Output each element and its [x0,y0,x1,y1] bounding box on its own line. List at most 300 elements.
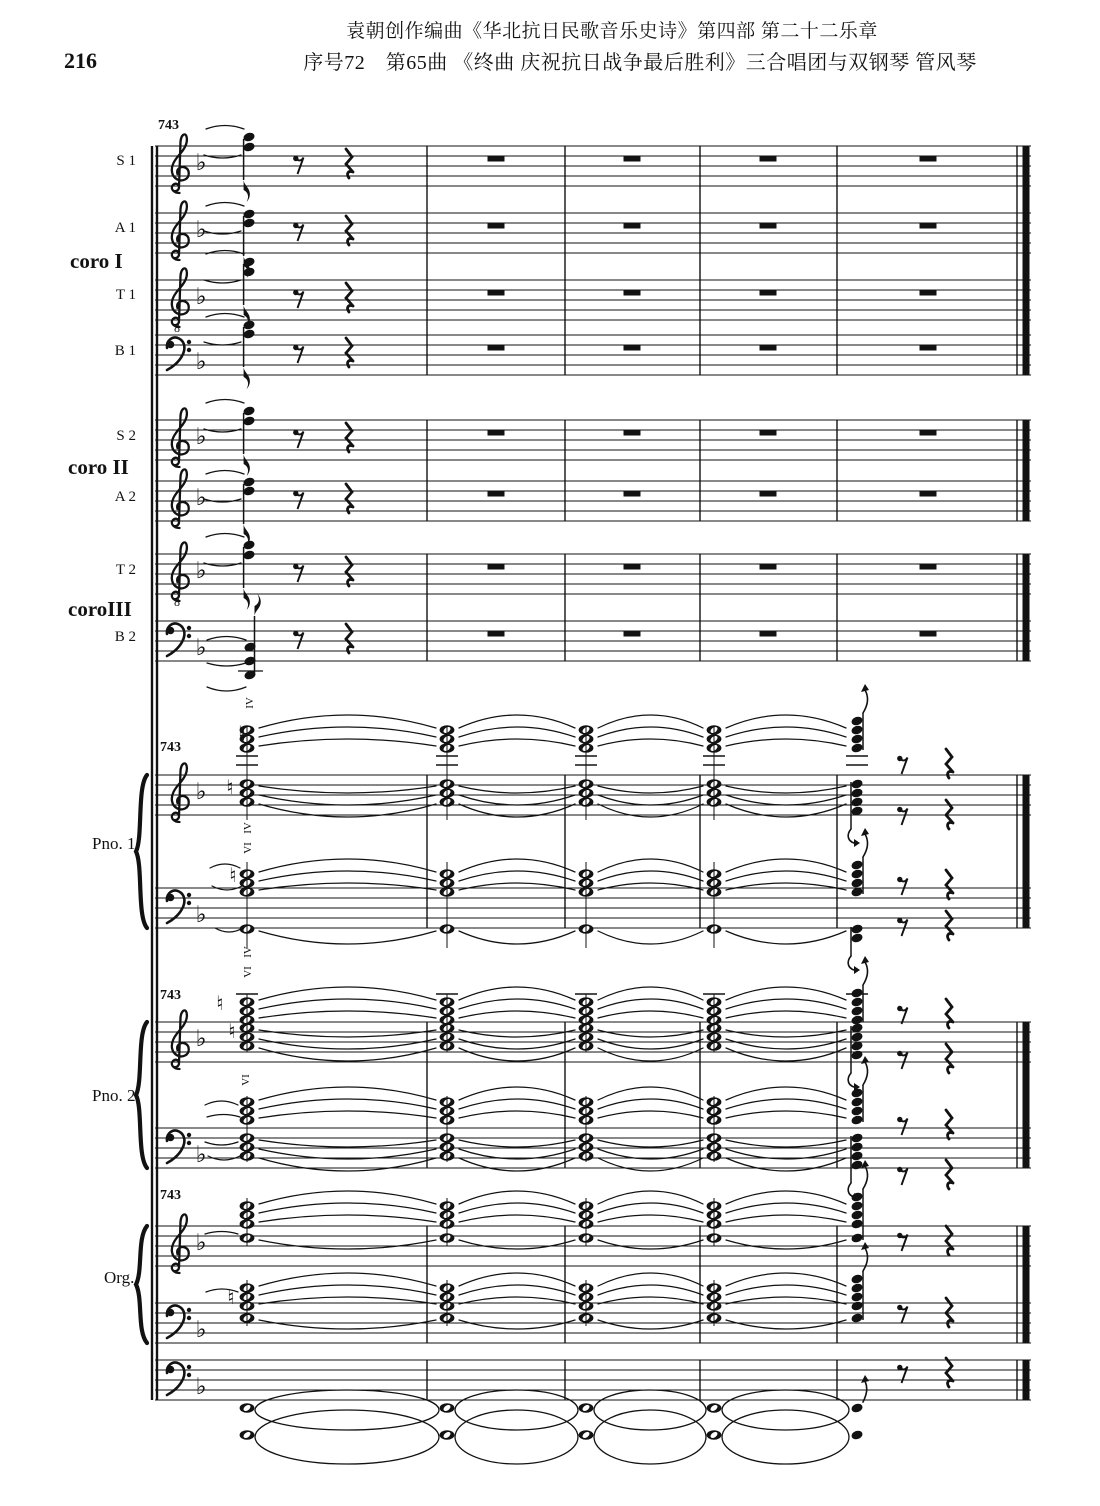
release-arrow-icon [848,829,854,843]
quarter-rest [946,749,953,778]
tie-arc [259,1273,436,1286]
tie-arc [726,987,846,1000]
whole-rest [920,156,937,162]
tie-arc [207,687,246,691]
eighth-rest [897,1117,907,1135]
natural-icon: ♮ [228,1019,236,1043]
chord-notehead [242,131,255,142]
whole-rest [760,156,777,162]
eighth-rest [293,345,303,363]
tie-arc [726,1048,846,1061]
tie-arc [459,871,575,881]
tie-arc [206,534,244,538]
final-chord-notehead [850,733,863,744]
whole-rest [760,223,777,229]
chord-notehead [242,266,255,277]
tie-arc [726,727,846,737]
natural-icon: ♮ [216,991,224,1015]
flat-icon: ♭ [195,1317,207,1343]
final-barline-thick [1023,1226,1030,1343]
brace-icon [136,775,147,928]
tie-arc [259,1111,436,1118]
final-chord-notehead [850,868,863,879]
whole-rest [488,564,505,570]
eighth-rest [897,807,907,825]
chord-notehead [242,539,255,550]
final-chord-notehead [850,1159,863,1170]
tie-arc [598,786,703,793]
release-arrow-icon [848,1073,854,1087]
treble-clef-icon [172,469,189,528]
arrowhead-icon [861,956,869,964]
whole-rest [760,564,777,570]
eighth-flag-icon [244,367,250,389]
brace-icon [136,1226,147,1343]
tie-arc [726,1011,846,1018]
eighth-flag-icon [255,594,261,616]
quarter-rest [946,999,953,1028]
octave-8-mark: 8 [174,321,180,335]
tie-arc [259,786,436,793]
whole-rest [488,290,505,296]
tie-arc [726,1215,846,1222]
tie-arc [726,1140,846,1147]
final-chord-notehead [850,1232,863,1243]
release-arrow-icon [863,1166,867,1189]
arrowhead-icon [854,839,860,847]
whole-rest [920,345,937,351]
flat-icon: ♭ [195,1142,207,1168]
flat-icon: ♭ [195,779,207,805]
chord-notehead [242,415,255,426]
tie-arc [726,1030,846,1037]
treble-clef-icon [172,134,189,193]
tie-arc [259,859,436,872]
pedal-whole-note [707,1403,722,1413]
tie-arc [726,1273,846,1286]
final-chord-notehead [850,1282,863,1293]
tie-arc [726,739,846,746]
arrowhead-icon [861,1056,869,1064]
tie-arc [459,999,575,1009]
whole-rest [488,631,505,637]
final-chord-notehead [850,1141,863,1152]
quarter-rest [346,624,353,653]
eighth-rest [293,156,303,174]
tie-arc [259,1087,436,1100]
roman-numeral-mark: VI [242,842,254,854]
eighth-rest [897,1167,907,1185]
tie-arc [259,987,436,1000]
tie-arc [598,1011,703,1018]
eighth-rest [897,1305,907,1323]
tie-arc [259,1203,436,1213]
whole-rest [624,345,641,351]
final-chord-notehead [850,932,863,943]
tie-arc [259,1215,436,1222]
chord-notehead [242,476,255,487]
final-chord-notehead [850,1150,863,1161]
tie-arc [726,795,846,805]
quarter-rest [946,911,953,940]
tie-arc [598,931,703,944]
tie-arc [726,871,846,881]
tie-arc [726,883,846,890]
tie-arc [598,727,703,737]
treble-clef-icon [172,763,189,822]
tie-arc [598,883,703,890]
measure-number-pno1: 743 [160,740,181,755]
release-arrow-icon [863,690,867,713]
tie-arc [726,931,846,944]
eighth-rest [293,564,303,582]
treble-clef-icon [172,542,189,601]
tie-arc [598,1087,703,1100]
octave-8-mark: 8 [174,595,180,609]
tie-arc [459,1285,575,1295]
tie-arc [259,739,436,746]
release-arrow-icon [863,1062,867,1085]
tie-arc [726,1240,846,1249]
measure-number-org: 743 [160,1188,181,1203]
staff-label-b1: B 1 [114,343,136,359]
chord-notehead [242,405,255,416]
quarter-rest [346,484,353,513]
tie-arc [259,1320,436,1329]
whole-rest [760,430,777,436]
eighth-rest [293,290,303,308]
tie-arc [726,1158,846,1171]
whole-rest [760,631,777,637]
tie-arc [598,1111,703,1118]
tie-arc [259,1030,436,1037]
tie-arc [459,715,575,728]
pedal-whole-note [707,1430,722,1440]
final-chord-notehead [850,1114,863,1125]
eighth-rest [293,430,303,448]
tie-arc [459,727,575,737]
final-chord-notehead [850,1087,863,1098]
tie-arc [206,203,244,207]
tie-arc [259,999,436,1009]
quarter-rest [946,1226,953,1255]
tie-arc [598,715,703,728]
tie-arc [726,1111,846,1118]
whole-rest [920,290,937,296]
tie-arc [726,1099,846,1109]
tie-arc [598,987,703,1000]
final-chord-notehead [850,1200,863,1211]
flat-icon: ♭ [195,1374,207,1400]
treble-clef-icon [172,268,189,327]
whole-rest [760,491,777,497]
tie-arc [459,739,575,746]
release-arrow-icon [863,1248,867,1271]
tie-arc [459,1030,575,1037]
whole-rest [488,345,505,351]
tie-arc [459,1203,575,1213]
tie-arc [207,637,246,641]
tie-arc [259,1140,436,1147]
brace-icon [136,1022,147,1168]
release-arrow-icon [848,956,854,970]
eighth-rest [897,1233,907,1251]
tie-arc [726,1203,846,1213]
tie-arc [459,786,575,793]
staff-label-s2: S 2 [116,428,136,444]
eighth-rest [293,631,303,649]
quarter-rest [946,1110,953,1139]
quarter-rest [946,870,953,899]
pedal-final-notehead [850,1402,863,1413]
final-chord-notehead [850,1132,863,1143]
measure-number-pno2: 743 [160,988,181,1003]
final-chord-notehead [850,742,863,753]
tie-arc [598,1273,703,1286]
final-barline-thick [1023,1022,1030,1168]
tie-arc [726,999,846,1009]
treble-clef-icon [172,201,189,260]
eighth-rest [897,1051,907,1069]
eighth-rest [293,491,303,509]
tie-arc [459,795,575,805]
tie-arc [459,1087,575,1100]
tie-arc [259,715,436,728]
tie-arc [259,931,436,944]
final-chord-notehead [850,1312,863,1323]
final-chord-notehead [850,787,863,798]
measure-number-choir: 743 [158,118,179,133]
release-arrow-icon [863,1381,867,1402]
pedal-whole-note [579,1430,594,1440]
eighth-rest [897,1006,907,1024]
tie-arc [598,999,703,1009]
chord-notehead [242,328,255,339]
roman-numeral-mark: VI [240,1074,252,1086]
flat-icon: ♭ [195,424,207,450]
tie-arc [206,126,244,130]
final-barline-thick [1023,775,1030,928]
chord-notehead [242,485,255,496]
arrowhead-icon [861,1375,869,1383]
staff-label-t2: T 2 [115,562,136,578]
whole-rest [624,223,641,229]
tie-arc [459,1158,575,1171]
tie-arc [598,859,703,872]
chord-notehead [242,208,255,219]
treble-clef-icon [172,1214,189,1273]
lv-tie-ellipse [255,1410,439,1464]
tie-arc [598,1099,703,1109]
staff-label-a2: A 2 [114,489,136,505]
tie-arc [598,1203,703,1213]
final-barline-thick [1023,1360,1030,1400]
tie-arc [598,871,703,881]
tie-arc [726,1285,846,1295]
arrowhead-icon [861,828,869,836]
final-chord-notehead [850,1300,863,1311]
tie-arc [259,1191,436,1204]
final-chord-notehead [850,1218,863,1229]
tie-arc [459,1048,575,1061]
tie-arc [726,859,846,872]
tie-arc [726,1039,846,1049]
final-chord-notehead [850,996,863,1007]
whole-rest [624,430,641,436]
eighth-rest [897,756,907,774]
final-chord-notehead [850,724,863,735]
flat-icon: ♭ [195,902,207,928]
tie-arc [598,1158,703,1171]
tie-arc [459,1240,575,1249]
staff-label-t1: T 1 [115,287,136,303]
flat-icon: ♭ [195,349,207,375]
grace-tie-arc [205,1232,238,1235]
roman-numeral-mark: IV [244,697,256,709]
tie-arc [726,715,846,728]
quarter-rest [946,1358,953,1387]
flat-icon: ♭ [195,485,207,511]
final-chord-notehead [850,859,863,870]
release-arrow-icon [863,962,867,985]
whole-rest [920,564,937,570]
eighth-flag-icon [244,180,250,202]
tie-arc [459,1140,575,1147]
tie-arc [459,1273,575,1286]
instrument-label-org: Org. [104,1268,135,1287]
whole-rest [760,290,777,296]
whole-rest [920,631,937,637]
whole-rest [624,290,641,296]
final-chord-notehead [850,715,863,726]
pedal-whole-note [440,1403,455,1413]
whole-rest [624,564,641,570]
flat-icon: ♭ [195,217,207,243]
flat-icon: ♭ [195,1026,207,1052]
final-chord-notehead [850,1291,863,1302]
grace-tie-arc [205,1101,238,1105]
tie-arc [459,931,575,944]
group-label-coro3: coroIII [68,597,132,621]
tie-arc [259,1285,436,1295]
final-chord-notehead [850,1096,863,1107]
tie-arc [726,1320,846,1329]
whole-rest [920,223,937,229]
grace-tie-arc [207,1115,240,1118]
quarter-rest [346,338,353,367]
chord-notehead [242,549,255,560]
tie-arc [459,1111,575,1118]
grace-tie-arc [215,928,243,932]
tie-arc [259,1240,436,1249]
flat-icon: ♭ [195,1230,207,1256]
staff-label-b2: B 2 [114,629,136,645]
tie-arc [459,859,575,872]
tie-arc [598,739,703,746]
whole-rest [624,156,641,162]
group-label-coro1: coro I [70,249,123,273]
tie-arc [259,1039,436,1049]
tie-arc [459,1191,575,1204]
chord-notehead [242,319,255,330]
natural-icon: ♮ [238,721,246,745]
flat-icon: ♭ [195,150,207,176]
lv-tie-ellipse [455,1410,578,1464]
tie-arc [259,1011,436,1018]
tie-arc [598,1048,703,1061]
tie-arc [459,1099,575,1109]
tie-arc [259,1099,436,1109]
final-chord-notehead [850,778,863,789]
eighth-flag-icon [244,454,250,476]
final-chord-notehead [850,1105,863,1116]
pedal-whole-note [240,1403,255,1413]
pedal-whole-note [240,1430,255,1440]
whole-rest [920,491,937,497]
whole-rest [488,430,505,436]
tie-arc [459,1011,575,1018]
tie-arc [259,1048,436,1061]
chord-notehead [242,141,255,152]
final-chord-notehead [850,796,863,807]
quarter-rest [346,557,353,586]
whole-rest [488,156,505,162]
tie-arc [259,883,436,890]
tie-arc [207,663,246,666]
eighth-flag-icon [244,588,250,610]
final-chord-notehead [850,1209,863,1220]
flat-icon: ♭ [195,558,207,584]
release-arrow-icon [863,834,867,857]
final-barline-thick [1023,146,1030,375]
roman-numeral-mark: VI [242,966,254,978]
tie-arc [598,1320,703,1329]
final-chord-notehead [850,923,863,934]
final-chord-notehead [850,1273,863,1284]
pedal-final-notehead [850,1429,863,1440]
flat-icon: ♭ [195,635,207,661]
tie-arc [206,471,244,475]
treble-clef-icon [172,408,189,467]
quarter-rest [346,216,353,245]
arrowhead-icon [854,966,860,974]
arrowhead-icon [861,684,869,692]
tie-arc [259,795,436,805]
final-barline-thick [1023,554,1030,661]
tie-arc [206,400,244,404]
final-chord-notehead [850,987,863,998]
tie-arc [598,1240,703,1249]
tie-arc [459,1320,575,1329]
pedal-whole-note [579,1403,594,1413]
score-title-line1: 袁朝创作编曲《华北抗日民歌音乐史诗》第四部 第二十二乐章 [346,21,878,42]
whole-rest [920,430,937,436]
staff-label-s1: S 1 [116,153,136,169]
grace-tie-arc [205,1142,238,1145]
final-chord-notehead [850,1005,863,1016]
final-chord-notehead [850,877,863,888]
whole-rest [624,491,641,497]
tie-arc [259,727,436,737]
natural-icon: ♮ [227,1285,235,1309]
final-chord-notehead [850,1031,863,1042]
lv-tie-ellipse [722,1410,849,1464]
tie-arc [206,314,244,318]
quarter-rest [346,149,353,178]
chord-notehead [242,217,255,228]
tie-arc [459,1215,575,1222]
score-title-line2: 序号72 第65曲 《终曲 庆祝抗日战争最后胜利》三合唱团与双钢琴 管风琴 [303,52,977,74]
